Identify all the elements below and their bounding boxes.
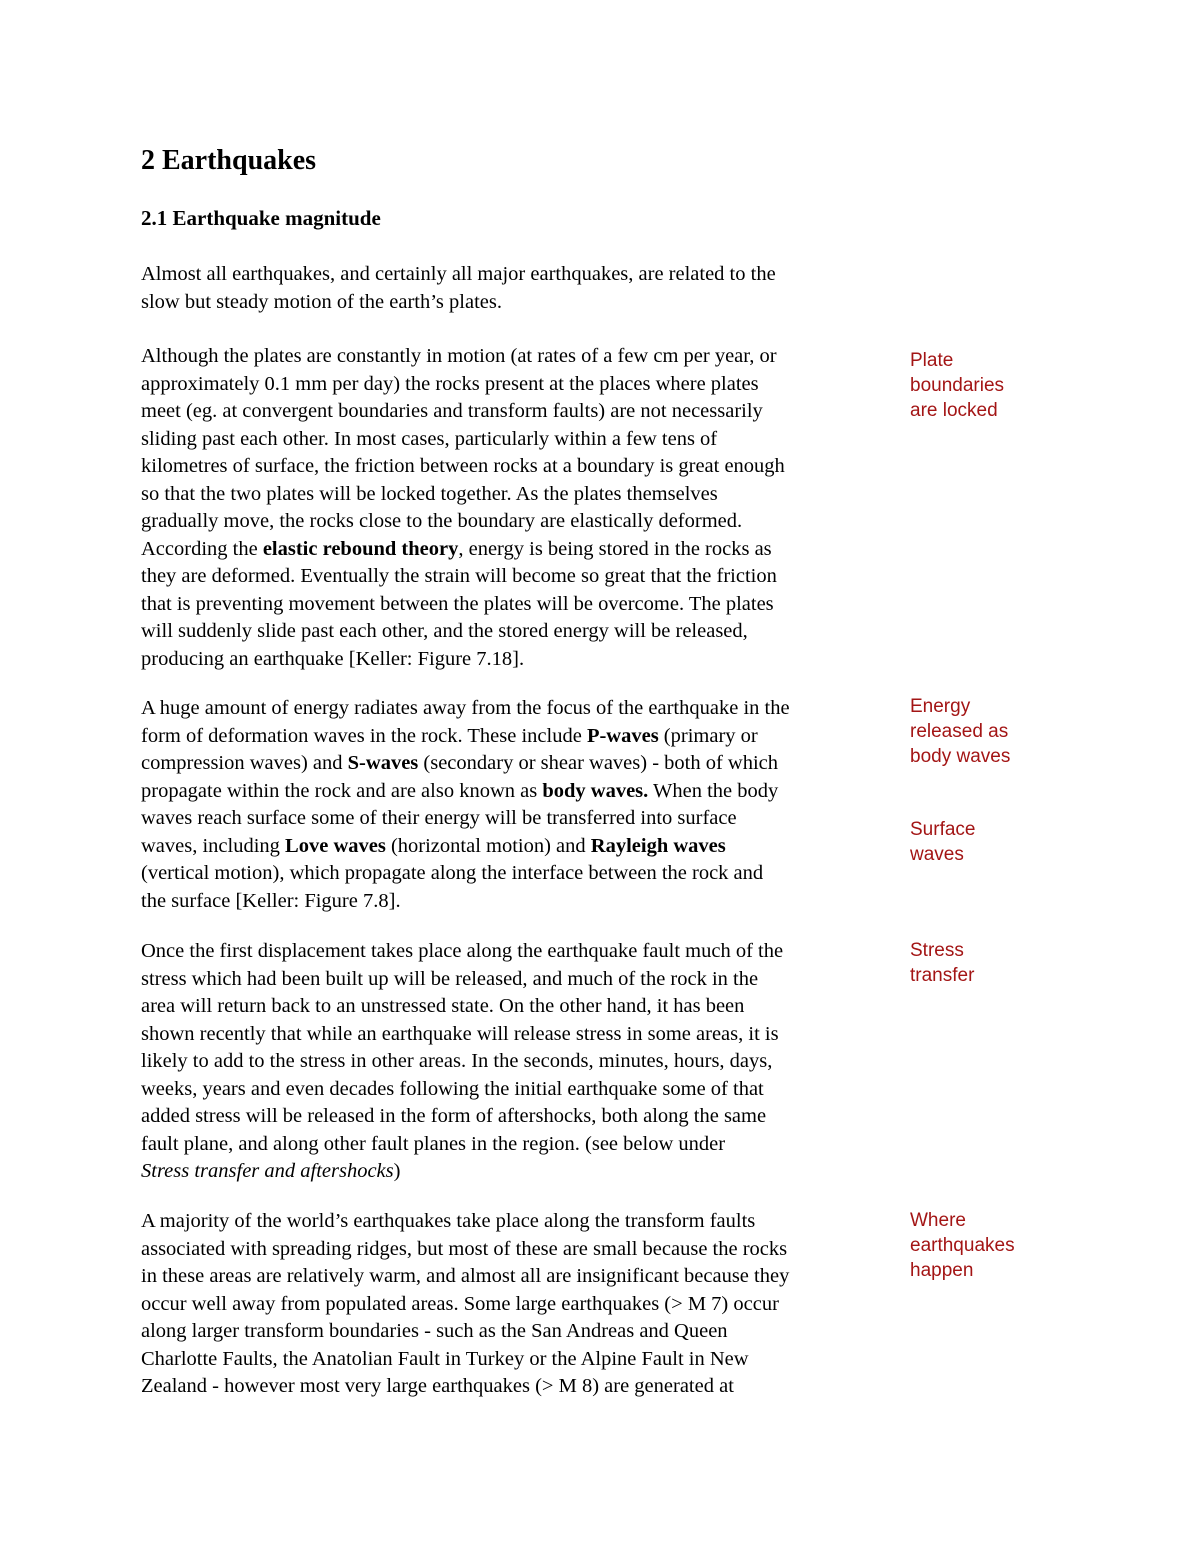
text-line: that is preventing movement between the plates will be overcome. The plates	[141, 592, 774, 615]
text-line: Zealand - however most very large earthquakes (> M 8) are generated at	[141, 1375, 734, 1397]
margin-note-body-waves	[910, 694, 1050, 769]
margin-note-line: Stress	[910, 940, 964, 961]
text-line: added stress will be released in the form of aftershocks, both along the same	[141, 1105, 767, 1127]
margin-note-line: Energy	[910, 696, 971, 717]
text-line: Although the plates are constantly in motion (at rates of a few cm per year, or	[141, 345, 777, 367]
bold-term: elastic rebound theory	[262, 537, 459, 560]
section-heading: 2.1 Earthquake magnitude	[141, 206, 381, 230]
text-line: approximately 0.1 mm per day) the rocks present at the places where plates	[141, 372, 759, 395]
chapter-heading: 2 Earthquakes	[141, 145, 317, 176]
margin-note-line: Surface	[910, 819, 976, 840]
text-line: along larger transform boundaries - such as the San Andreas and Queen	[141, 1320, 728, 1342]
margin-note-stress-transfer	[910, 938, 1050, 988]
margin-note-line: transfer	[910, 965, 975, 986]
text-line: associated with spreading ridges, but most of these are small because the rocks	[141, 1237, 788, 1260]
margin-note-line: Where	[910, 1210, 966, 1231]
margin-note-line: are locked	[910, 400, 998, 421]
paragraph-where-earthquakes	[141, 1208, 893, 1401]
text-line: shown recently that while an earthquake will release stress in some areas, it is	[141, 1022, 779, 1045]
paragraph-stress-transfer	[141, 938, 893, 1186]
text-line: meet (eg. at convergent boundaries and transform faults) are not necessarily	[141, 400, 763, 422]
text-line: waves reach surface some of their energy will be transferred into surface	[141, 807, 737, 829]
text-line	[141, 536, 893, 564]
margin-note-line: happen	[910, 1260, 974, 1281]
text-line: will suddenly slide past each other, and the stored energy will be released,	[141, 620, 748, 642]
text-line: they are deformed. Eventually the strain will become so great that the friction	[141, 565, 777, 587]
text-line: gradually move, the rocks close to the boundary are elastically deformed.	[141, 510, 743, 532]
bold-term: S-waves	[347, 752, 419, 774]
text-line: in these areas are relatively warm, and almost all are insignificant because they	[141, 1265, 790, 1287]
text-line: area will return back to an unstressed state. On the other hand, it has been	[141, 995, 745, 1017]
text-line	[141, 723, 893, 751]
paragraph-body-waves	[141, 695, 893, 915]
text-line: weeks, years and even decades following the initial earthquake some of that	[141, 1077, 764, 1100]
text-run: form of deformation waves in the rock. These include	[141, 724, 587, 747]
text-run: According the	[141, 537, 263, 560]
margin-note-line: released as	[910, 721, 1009, 742]
paragraph-elastic-rebound	[141, 343, 893, 673]
text-run: (primary or	[658, 724, 758, 747]
text-run: , energy is being stored in the rocks as	[458, 537, 772, 560]
text-run: (horizontal motion) and	[385, 834, 591, 857]
margin-note-where-earthquakes	[910, 1208, 1050, 1283]
text-run: )	[393, 1160, 401, 1182]
text-line: (vertical motion), which propagate along the interface between the rock and	[141, 862, 764, 884]
text-line: occur well away from populated areas. Some large earthquakes (> M 7) occur	[141, 1292, 779, 1315]
paragraph-plate-motion	[141, 261, 893, 316]
margin-note-line: body waves	[910, 746, 1011, 767]
margin-note-line: waves	[910, 844, 964, 865]
text-line: Once the first displacement takes place along the earthquake fault much of the	[141, 940, 784, 962]
bold-term: Love waves	[285, 834, 386, 857]
margin-note-plate-boundaries	[910, 348, 1050, 423]
text-line: slow but steady motion of the earth’s plates.	[141, 290, 502, 313]
margin-note-line: earthquakes	[910, 1235, 1015, 1256]
italic-reference: Stress transfer and aftershocks	[141, 1160, 394, 1182]
text-line: likely to add to the stress in other areas. In the seconds, minutes, hours, days,	[141, 1050, 773, 1072]
text-run: (secondary or shear waves) - both of which	[418, 752, 779, 774]
text-run: compression waves) and	[141, 752, 348, 774]
text-line	[141, 1158, 893, 1186]
text-line: A huge amount of energy radiates away from the focus of the earthquake in the	[141, 697, 790, 719]
text-run: When the body	[648, 779, 779, 802]
text-run: propagate within the rock and are also known as	[141, 779, 543, 802]
margin-note-line: boundaries	[910, 375, 1005, 396]
text-line: Charlotte Faults, the Anatolian Fault in Turkey or the Alpine Fault in New	[141, 1347, 749, 1370]
text-line: kilometres of surface, the friction between rocks at a boundary is great enough	[141, 455, 785, 477]
text-line: A majority of the world’s earthquakes take place along the transform faults	[141, 1210, 756, 1232]
margin-note-surface-waves	[910, 817, 1050, 867]
text-run: waves, including	[141, 834, 286, 857]
bold-term: P-waves	[586, 724, 659, 747]
text-line: producing an earthquake [Keller: Figure 7.18].	[141, 647, 525, 670]
margin-note-line: Plate	[910, 350, 954, 371]
text-line: so that the two plates will be locked together. As the plates themselves	[141, 482, 718, 505]
text-line	[141, 778, 893, 806]
text-line: stress which had been built up will be released, and much of the rock in the	[141, 967, 759, 990]
text-line	[141, 833, 893, 861]
text-line: the surface [Keller: Figure 7.8].	[141, 889, 401, 912]
text-line: Almost all earthquakes, and certainly all major earthquakes, are related to the	[141, 263, 776, 285]
bold-term: body waves.	[542, 779, 649, 802]
text-line: fault plane, and along other fault planes in the region. (see below under	[141, 1132, 726, 1155]
text-line: sliding past each other. In most cases, particularly within a few tens of	[141, 427, 718, 450]
bold-term: Rayleigh waves	[590, 834, 726, 857]
text-line	[141, 750, 893, 778]
